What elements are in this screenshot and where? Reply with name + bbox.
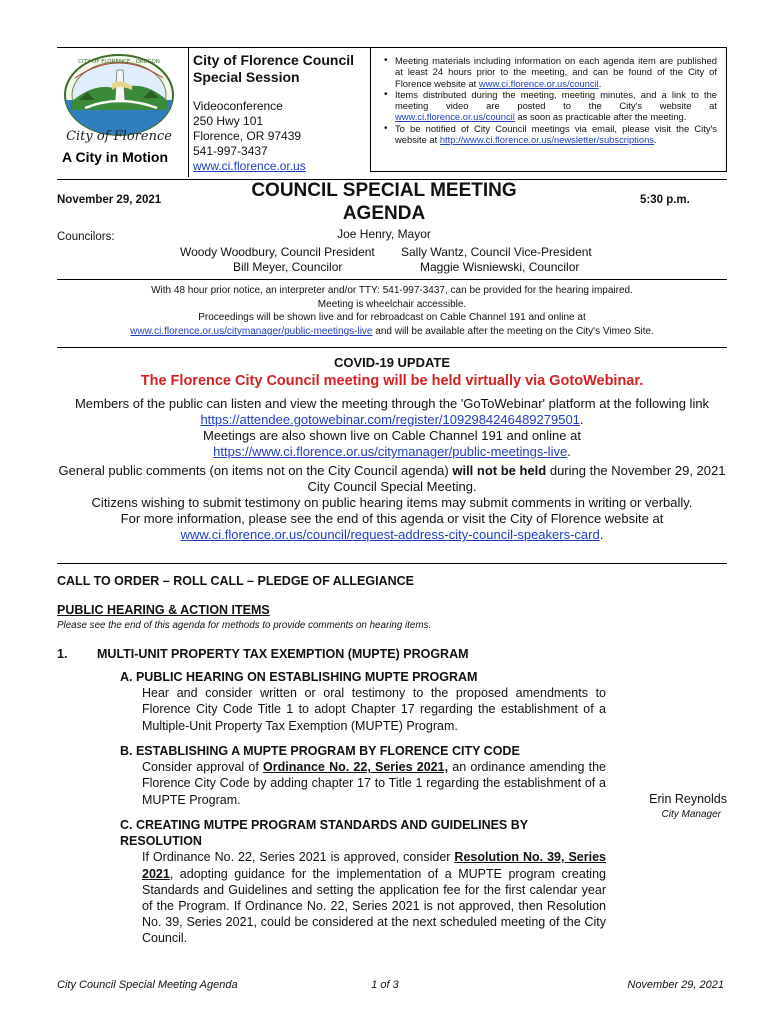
resolution-ref: Resolution No. 39, Series 2021 xyxy=(142,850,606,881)
logo-tagline: A City in Motion xyxy=(61,149,169,165)
city-website-link[interactable]: www.ci.florence.or.us xyxy=(193,159,306,173)
meeting-date: November 29, 2021 xyxy=(57,194,162,206)
covid-body: Members of the public can listen and view the meeting through the 'GoToWebinar' platform at the following link https://attendee.gotowebinar.com/register/1092984246489279501. Meetings are also shown live on Cable Channel 191 and online at https://www.ci.florence.or.us/citymanager/public-meetings-live. General public comments (on items not on the City Council agenda) will not be held during the November 29, 2021 City Council Special Meeting. Citizens wishing to submit testimony on public hearing items may submit comments in writing or verbally. For more information, please see the end of this agenda or visit the City of Florence website at www.ci.florence.or.us/council/request-address-city-council-speakers-card. xyxy=(58,396,726,542)
councilors-label: Councilors: xyxy=(57,231,115,243)
divider xyxy=(57,563,727,564)
city-logo xyxy=(57,50,182,175)
subscriptions-link[interactable]: http://www.ci.florence.or.us/newsletter/subscriptions xyxy=(439,134,654,146)
presenter-name: Erin Reynolds xyxy=(649,792,727,806)
footer-title: City Council Special Meeting Agenda xyxy=(57,979,238,991)
page-title: COUNCIL SPECIAL MEETING AGENDA xyxy=(251,180,517,224)
svg-text:CITY OF FLORENCE · OREGON: CITY OF FLORENCE · OREGON xyxy=(78,59,160,65)
public-meetings-link[interactable]: www.ci.florence.or.us/citymanager/public-meetings-live xyxy=(130,325,373,337)
call-to-order: CALL TO ORDER – ROLL CALL – PLEDGE OF ALLEGIANCE xyxy=(57,574,414,588)
subitem-a: A. PUBLIC HEARING ON ESTABLISHING MUPTE PROGRAM Hear and consider written or oral testimony to the proposed amendments to Florence City Code Title 1 to adopt Chapter 17 regarding the establishment of a Multiple-Unit Property Tax Exemption (MUPTE) Program. xyxy=(120,670,606,733)
mayor: Joe Henry, Mayor xyxy=(337,227,431,241)
ordinance-ref: Ordinance No. 22, Series 2021, xyxy=(263,760,449,775)
presenter-role: City Manager xyxy=(661,809,721,820)
footer-date: November 29, 2021 xyxy=(627,979,724,991)
meeting-notes xyxy=(384,55,717,145)
header-divider xyxy=(188,47,189,177)
divider xyxy=(57,347,727,348)
gotowebinar-link[interactable]: https://attendee.gotowebinar.com/register/1092984246489279501 xyxy=(200,412,580,427)
subitem-c: C. CREATING MUTPE PROGRAM STANDARDS AND GUIDELINES BY RESOLUTION If Ordinance No. 22, Series 2021 is approved, consider Resolution No. 39, Series 2021, adopting guidance for the implementation of a MUPTE program creating Standards and Guidelines and setting the application fee for the first calendar year of the Program. If Ordinance No. 22, Series 2021 is not approved, then Resolution No. 39, Series 2021, could be considered at the next scheduled meeting of the City Council. xyxy=(120,818,606,946)
councilor: Maggie Wisniewski, Councilor xyxy=(420,260,580,274)
contact-block: Videoconference 250 Hwy 101 Florence, OR 97439 541-997-3437 www.ci.florence.or.us xyxy=(193,99,306,173)
speakers-card-link[interactable]: www.ci.florence.or.us/council/request-address-city-council-speakers-card xyxy=(180,527,600,542)
council-link[interactable]: www.ci.florence.or.us/council xyxy=(395,111,515,123)
councilor: Bill Meyer, Councilor xyxy=(233,260,343,274)
covid-title: COVID-19 UPDATE xyxy=(333,355,451,370)
public-hearing-title: PUBLIC HEARING & ACTION ITEMS xyxy=(57,603,270,617)
councilor: Woody Woodbury, Council President xyxy=(180,245,375,259)
divider xyxy=(57,279,727,280)
note-item: • Items distributed during the meeting, meeting minutes, and a link to the meeting video are posted to the City's website at www.ci.florence.or.us/council as soon as practicable after the meeting. xyxy=(384,89,717,123)
public-hearing-note: Please see the end of this agenda for methods to provide comments on hearing items. xyxy=(57,620,432,631)
page-number: 1 of 3 xyxy=(371,979,399,991)
org-name: City of Florence Council Special Session xyxy=(193,52,355,85)
covid-headline: The Florence City Council meeting will be held virtually via GotoWebinar. xyxy=(140,373,644,389)
logo-text: City of Florence xyxy=(66,129,172,144)
accessibility-notice: With 48 hour prior notice, an interpreter and/or TTY: 541-997-3437, can be provided for the hearing impaired. Meeting is wheelchair accessible. Proceedings will be shown live and for rebroadcast on Cable Channel 191 and online at www.ci.florence.or.us/citymanager/public-meetings-live and will be available after the meeting on the City's Vimeo Site. xyxy=(130,285,654,337)
council-link[interactable]: www.ci.florence.or.us/council xyxy=(478,77,599,89)
agenda-item-number: 1. xyxy=(57,647,68,661)
meeting-time: 5:30 p.m. xyxy=(640,194,690,206)
live-meetings-link[interactable]: https://www.ci.florence.or.us/citymanager/public-meetings-live xyxy=(213,444,568,459)
note-item: • To be notified of City Council meetings via email, please visit the City's website at http://www.ci.florence.or.us/newsletter/subscriptions. xyxy=(384,123,717,146)
councilor: Sally Wantz, Council Vice-President xyxy=(401,245,592,259)
subitem-b: B. ESTABLISHING A MUPTE PROGRAM BY FLORENCE CITY CODE Consider approval of Ordinance No. 22, Series 2021, an ordinance amending the Florence City Code by adding chapter 17 to Title 1 regarding the establishment of a MUPTE Program. xyxy=(120,744,606,807)
agenda-item-title: MULTI-UNIT PROPERTY TAX EXEMPTION (MUPTE) PROGRAM xyxy=(97,647,469,661)
note-item: • Meeting materials including information on each agenda item are published at least 24 hours prior to the meeting, and can be found of the City of Florence website at www.ci.florence.or.us/council. xyxy=(384,55,717,89)
